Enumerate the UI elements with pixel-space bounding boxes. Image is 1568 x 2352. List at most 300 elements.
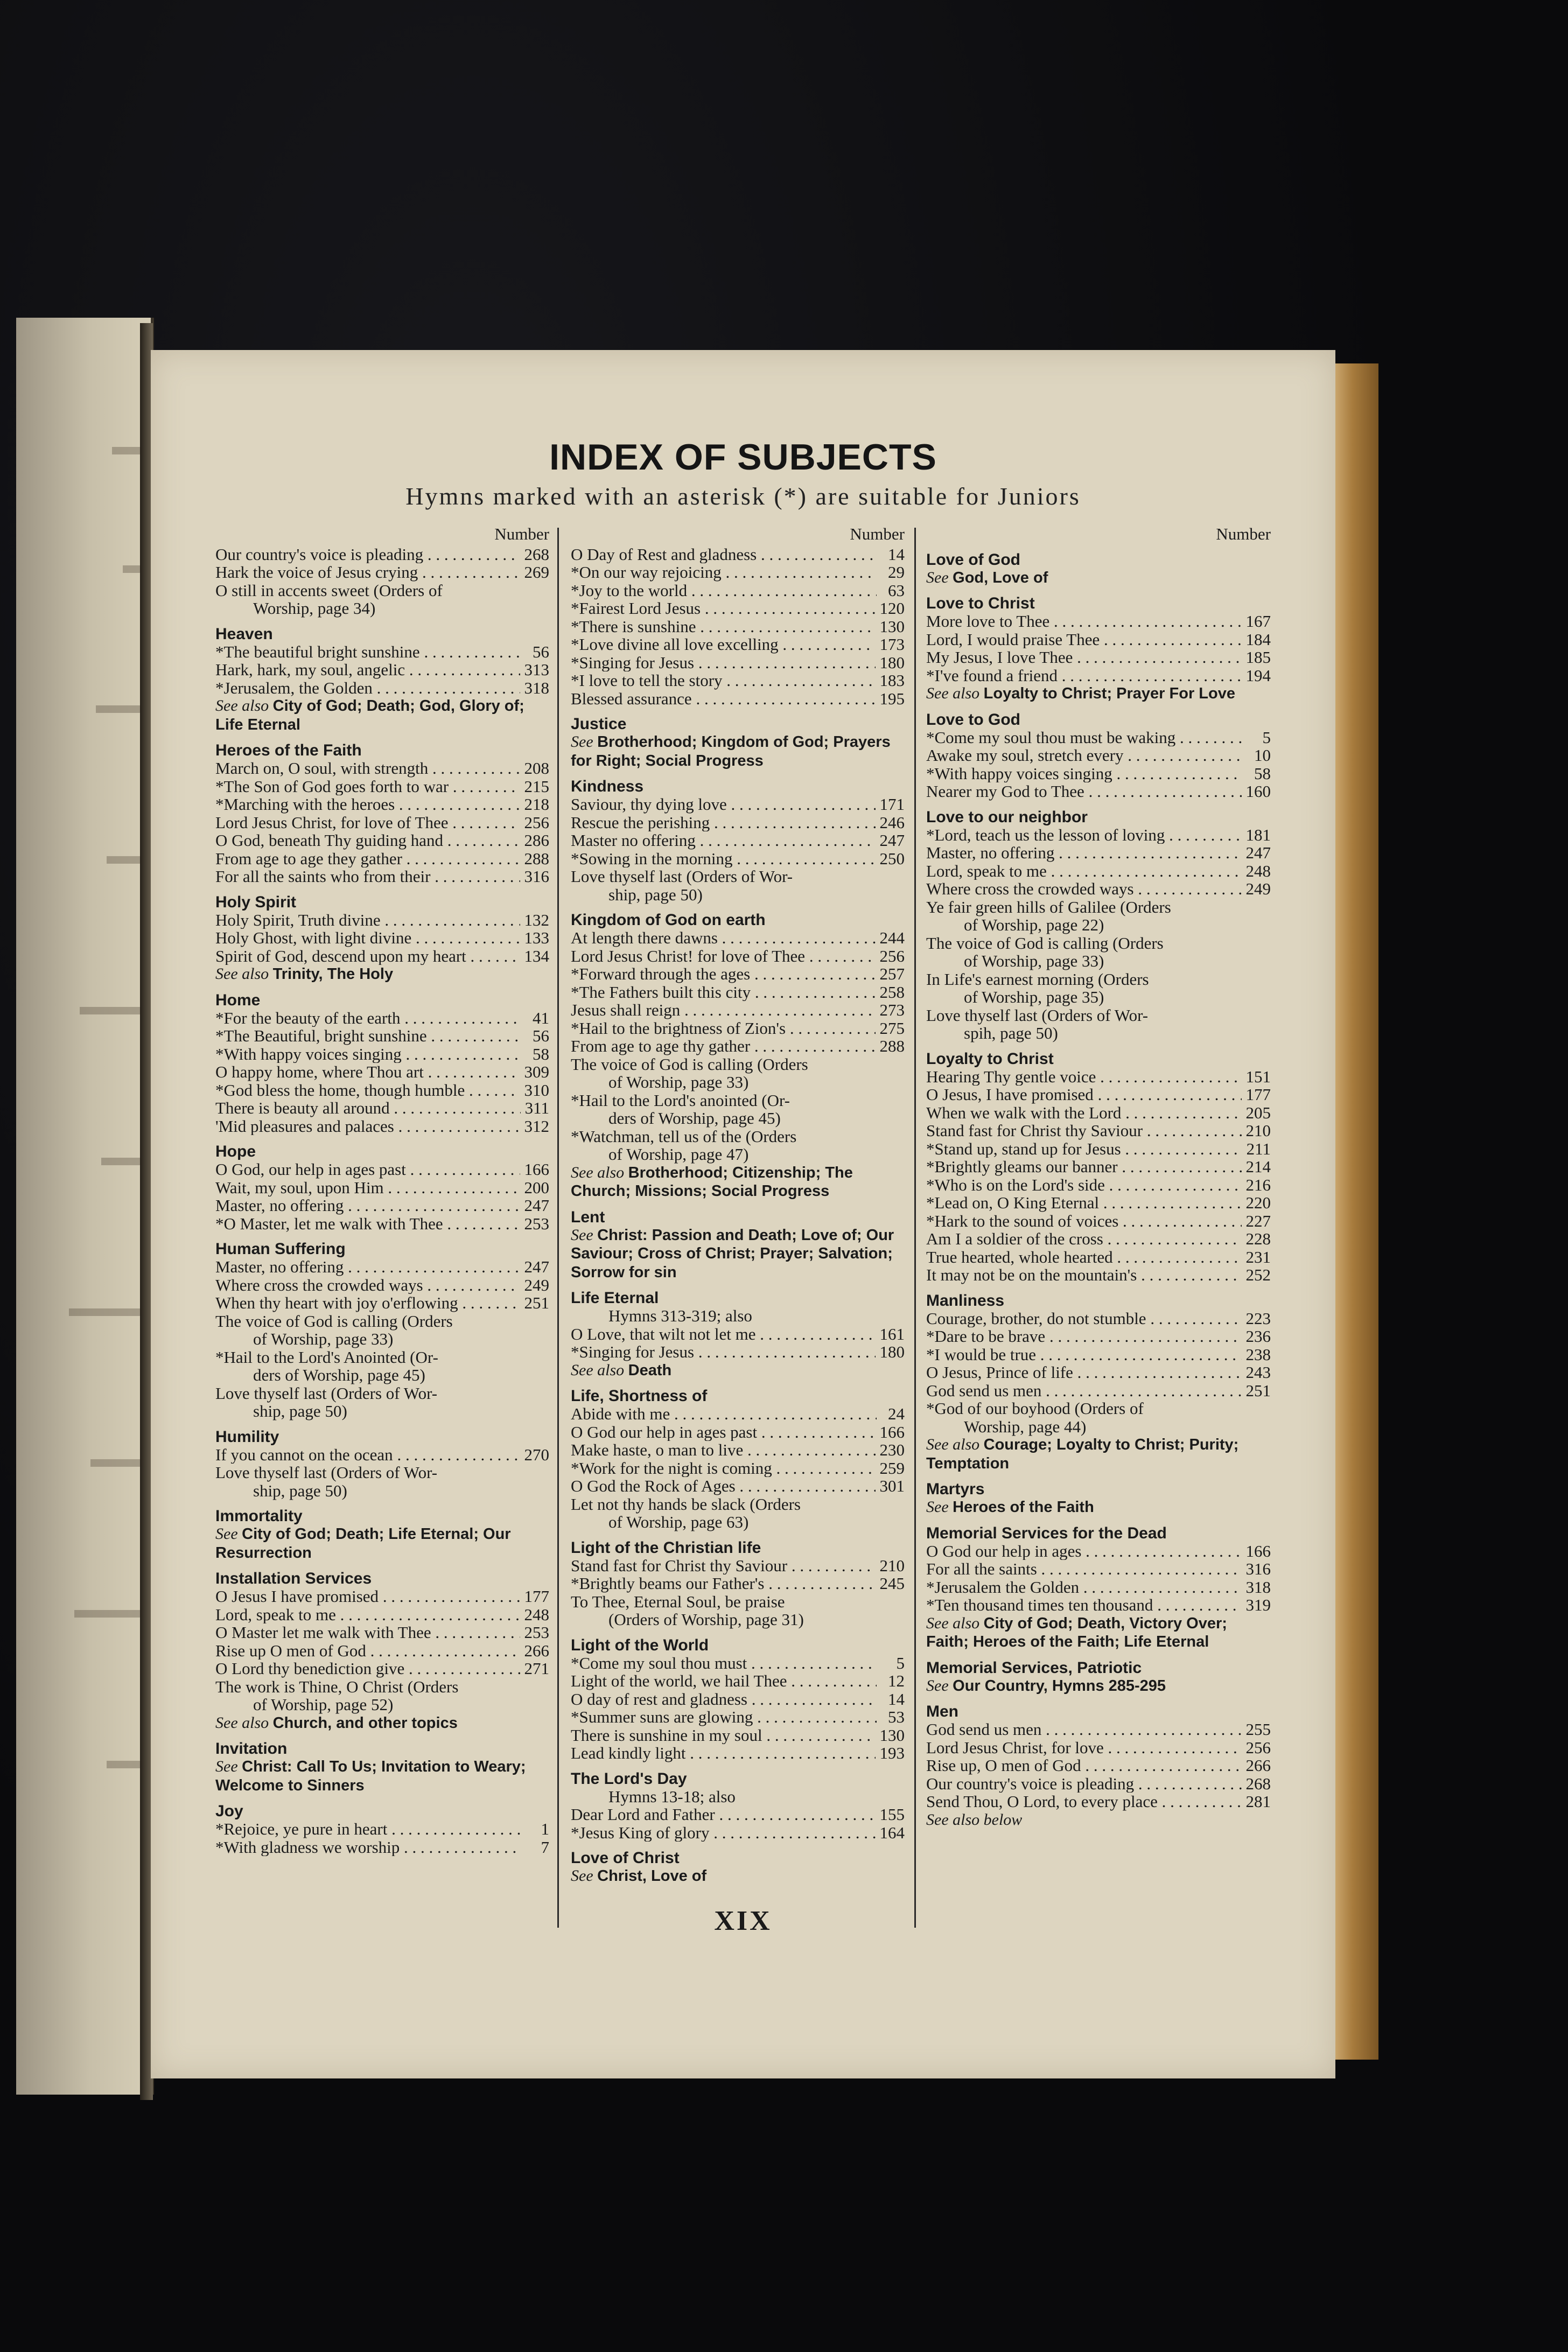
index-entry bbox=[215, 1446, 549, 1464]
entry-title: Lord, I would praise Thee . . . bbox=[926, 631, 1242, 649]
index-heading: Justice bbox=[571, 715, 627, 733]
entry-title: *With gladness we worship . . . bbox=[215, 1838, 521, 1857]
see-label: See bbox=[571, 1226, 593, 1244]
entry-continuation: of Worship, page 52) bbox=[253, 1695, 394, 1714]
entry-title: March on, O soul, with strength . . . bbox=[215, 759, 520, 778]
index-entry bbox=[571, 1690, 905, 1709]
entry-title: Hark, hark, my soul, angelic . . . bbox=[215, 661, 520, 679]
hymn-number: 195 bbox=[879, 689, 905, 708]
see-topics: Christ: Call To Us; Invitation to Weary; Welcome to Sinners bbox=[215, 1758, 526, 1794]
entry-title: Courage, brother, do not stumble . . . bbox=[926, 1310, 1242, 1328]
index-entry bbox=[926, 1363, 1271, 1382]
index-heading: Home bbox=[215, 991, 261, 1009]
index-entry bbox=[926, 1122, 1271, 1140]
entry-title: *Singing for Jesus . . . bbox=[571, 654, 876, 672]
index-entry bbox=[571, 1477, 905, 1495]
hymn-number: 243 bbox=[1245, 1363, 1271, 1382]
index-entry bbox=[215, 1045, 549, 1063]
facing-page bbox=[16, 318, 154, 2095]
index-entry bbox=[571, 1459, 905, 1478]
index-entry bbox=[571, 1325, 905, 1343]
hymn-number: 318 bbox=[1245, 1577, 1271, 1597]
hymn-number: 215 bbox=[524, 776, 549, 796]
index-entry bbox=[926, 1140, 1271, 1158]
hymn-number: 255 bbox=[1245, 1720, 1271, 1739]
index-entry bbox=[926, 844, 1271, 862]
entry-title: O Jesus I have promised . . . bbox=[215, 1587, 520, 1606]
entry-title: Hearing Thy gentle voice . . . bbox=[926, 1068, 1242, 1086]
index-heading: Men bbox=[926, 1703, 958, 1720]
hymn-number: 244 bbox=[879, 928, 905, 947]
entry-title: Dear Lord and Father . . . bbox=[571, 1805, 876, 1824]
entry-continuation: of Worship, page 63) bbox=[608, 1513, 749, 1531]
entry-title: Rise up O men of God . . . bbox=[215, 1642, 520, 1660]
hymn-number: 248 bbox=[524, 1605, 549, 1624]
index-entry bbox=[571, 545, 905, 564]
index-entry bbox=[926, 1212, 1271, 1230]
hymn-number: 214 bbox=[1245, 1157, 1271, 1176]
see-label: See bbox=[926, 568, 949, 586]
index-entry bbox=[215, 1294, 549, 1312]
hymn-number: 230 bbox=[879, 1440, 905, 1459]
index-entry bbox=[215, 929, 549, 947]
index-entry bbox=[571, 618, 905, 636]
entry-title: Stand fast for Christ thy Saviour . . . bbox=[926, 1122, 1242, 1140]
entry-continuation: of Worship, page 33) bbox=[608, 1073, 749, 1091]
page-edges bbox=[1335, 363, 1378, 2060]
index-heading: Martyrs bbox=[926, 1480, 985, 1498]
entry-continuation: ders of Worship, page 45) bbox=[608, 1109, 781, 1128]
hymn-number: 247 bbox=[524, 1257, 549, 1276]
hymn-number: 185 bbox=[1245, 648, 1271, 667]
index-entry bbox=[571, 690, 905, 708]
index-entry bbox=[926, 1266, 1271, 1284]
entry-title: *Brightly gleams our banner . . . bbox=[926, 1158, 1242, 1176]
see-reference bbox=[926, 1811, 1271, 1830]
entry-title: True hearted, whole hearted . . . bbox=[926, 1248, 1242, 1266]
entry-title: O Jesus, I have promised . . . bbox=[926, 1086, 1242, 1104]
see-reference bbox=[926, 1614, 1271, 1651]
index-entry bbox=[215, 1009, 549, 1027]
column-rule bbox=[557, 528, 559, 1928]
entry-title: *Summer suns are glowing . . . bbox=[571, 1708, 877, 1726]
see-label: See also bbox=[926, 1436, 980, 1453]
number-header: Number bbox=[494, 524, 549, 543]
hymn-number: 256 bbox=[879, 946, 905, 965]
index-entry bbox=[926, 1756, 1271, 1775]
see-topics: Heroes of the Faith bbox=[953, 1499, 1094, 1516]
hymn-number: 318 bbox=[524, 678, 549, 697]
index-heading: Heaven bbox=[215, 625, 273, 643]
page-subtitle: Hymns marked with an asterisk (*) are suitable for Juniors bbox=[405, 482, 1081, 510]
hymn-number: 258 bbox=[879, 982, 905, 1002]
index-text: Let not thy hands be slack (Orders bbox=[571, 1494, 801, 1514]
entry-title: O Day of Rest and gladness . . . bbox=[571, 545, 877, 564]
see-reference bbox=[215, 1714, 549, 1733]
entry-title: *Hail to the brightness of Zion's . . . bbox=[571, 1019, 876, 1038]
index-entry bbox=[926, 1739, 1271, 1757]
see-reference bbox=[926, 1677, 1271, 1696]
hymn-number: 164 bbox=[879, 1823, 905, 1842]
index-entry bbox=[571, 1708, 905, 1726]
entry-title: *Sowing in the morning . . . bbox=[571, 850, 876, 868]
entry-title: God send us men . . . bbox=[926, 1382, 1242, 1400]
index-entry bbox=[926, 1560, 1271, 1578]
index-entry bbox=[571, 563, 905, 582]
entry-continuation: ders of Worship, page 45) bbox=[253, 1366, 425, 1384]
index-text: Love thyself last (Orders of Wor- bbox=[215, 1383, 438, 1403]
entry-continuation: ship, page 50) bbox=[608, 885, 703, 904]
entry-title: Master, no offering . . . bbox=[926, 844, 1242, 862]
index-entry bbox=[215, 545, 549, 564]
see-topics: God, Love of bbox=[953, 569, 1048, 586]
index-entry bbox=[215, 1660, 549, 1678]
hymn-number: 253 bbox=[524, 1214, 549, 1233]
see-topics: City of God; Death, Victory Over; Faith; Heroes of the Faith; Life Eternal bbox=[926, 1614, 1227, 1650]
hymn-number: 133 bbox=[524, 928, 549, 947]
entry-title: *Singing for Jesus . . . bbox=[571, 1343, 876, 1361]
hymn-number: 268 bbox=[1245, 1774, 1271, 1793]
entry-title: *Stand up, stand up for Jesus . . . bbox=[926, 1140, 1242, 1158]
entry-title: From age to age thy gather . . . bbox=[571, 1037, 876, 1055]
entry-title: O Jesus, Prince of life . . . bbox=[926, 1363, 1242, 1382]
hymn-number: 183 bbox=[879, 671, 905, 690]
see-topics: Brotherhood; Citizenship; The Church; Missions; Social Progress bbox=[571, 1164, 853, 1200]
entry-continuation: of Worship, page 33) bbox=[964, 951, 1104, 970]
hymn-number: 309 bbox=[524, 1062, 549, 1081]
hymn-number: 14 bbox=[888, 1689, 905, 1709]
index-entry bbox=[926, 862, 1271, 880]
index-entry bbox=[215, 1063, 549, 1081]
hymn-number: 130 bbox=[879, 617, 905, 636]
hymn-number: 120 bbox=[879, 599, 905, 618]
index-text: The work is Thine, O Christ (Orders bbox=[215, 1677, 459, 1696]
see-reference bbox=[215, 1525, 549, 1562]
see-topics: Christ: Passion and Death; Love of; Our Saviour; Cross of Christ; Prayer; Salvation; Sorrow for sin bbox=[571, 1226, 894, 1281]
hymn-number: 193 bbox=[879, 1744, 905, 1762]
hymn-number: 250 bbox=[879, 849, 905, 868]
index-column-3 bbox=[926, 525, 1271, 1829]
index-entry bbox=[571, 1019, 905, 1038]
index-entry bbox=[926, 1327, 1271, 1346]
index-heading: Lent bbox=[571, 1208, 605, 1226]
hymn-number: 256 bbox=[1245, 1738, 1271, 1757]
entry-title: Jesus shall reign . . . bbox=[571, 1001, 876, 1019]
entry-title: *Jesus King of glory . . . bbox=[571, 1824, 876, 1842]
index-column-1 bbox=[215, 525, 549, 1856]
index-entry bbox=[571, 795, 905, 814]
see-topics: City of God; Death; God, Glory of; Life Eternal bbox=[215, 697, 524, 733]
index-entry bbox=[926, 1310, 1271, 1328]
index-heading: Love to God bbox=[926, 710, 1020, 729]
entry-title: Nearer my God to Thee . . . bbox=[926, 782, 1242, 801]
hymn-number: 58 bbox=[533, 1044, 549, 1063]
hymn-number: 24 bbox=[888, 1404, 905, 1423]
hymn-number: 238 bbox=[1245, 1345, 1271, 1364]
entry-title: Light of the world, we hail Thee . . . bbox=[571, 1672, 877, 1690]
hymn-number: 252 bbox=[1245, 1265, 1271, 1284]
index-entry bbox=[571, 1805, 905, 1824]
index-heading: Light of the World bbox=[571, 1636, 709, 1654]
entry-title: O God the Rock of Ages . . . bbox=[571, 1477, 876, 1495]
hymn-number: 134 bbox=[524, 946, 549, 965]
index-entry bbox=[215, 1258, 549, 1276]
hymn-number: 269 bbox=[524, 563, 549, 582]
index-entry bbox=[215, 1642, 549, 1660]
hymn-number: 223 bbox=[1245, 1308, 1271, 1328]
entry-title: Lord Jesus Christ! for love of Thee . . . bbox=[571, 947, 876, 965]
entry-title: *There is sunshine . . . bbox=[571, 618, 876, 636]
entry-title: *Dare to be brave . . . bbox=[926, 1327, 1242, 1346]
index-entry bbox=[571, 831, 905, 850]
entry-title: O Master let me walk with Thee . . . bbox=[215, 1623, 520, 1642]
index-entry bbox=[215, 661, 549, 679]
index-text: *God of our boyhood (Orders of bbox=[926, 1399, 1144, 1418]
entry-title: Our country's voice is pleading . . . bbox=[926, 1775, 1242, 1793]
index-heading: Loyalty to Christ bbox=[926, 1049, 1054, 1068]
entry-title: Awake my soul, stretch every . . . bbox=[926, 746, 1243, 765]
hymn-number: 248 bbox=[1245, 861, 1271, 880]
index-heading: Installation Services bbox=[215, 1570, 372, 1587]
index-text: To Thee, Eternal Soul, be praise bbox=[571, 1592, 785, 1611]
index-text: The voice of God is calling (Orders bbox=[926, 933, 1164, 953]
entry-title: God send us men . . . bbox=[926, 1720, 1242, 1739]
hymn-number: 211 bbox=[1246, 1139, 1271, 1158]
hymn-number: 216 bbox=[1245, 1175, 1271, 1194]
index-entry bbox=[215, 778, 549, 796]
hymn-number: 208 bbox=[524, 759, 549, 778]
index-entry bbox=[215, 1117, 549, 1136]
entry-title: *I love to tell the story . . . bbox=[571, 671, 876, 690]
index-entry bbox=[926, 1578, 1271, 1597]
index-heading: Invitation bbox=[215, 1740, 288, 1758]
index-heading: Memorial Services for the Dead bbox=[926, 1524, 1167, 1542]
index-heading: Love to Christ bbox=[926, 594, 1035, 612]
hymn-number: 313 bbox=[524, 660, 549, 679]
entry-title: O happy home, where Thou art . . . bbox=[215, 1063, 520, 1081]
index-entry bbox=[571, 654, 905, 672]
entry-title: Master no offering . . . bbox=[571, 831, 876, 850]
entry-title: Holy Spirit, Truth divine . . . bbox=[215, 911, 520, 929]
index-entry bbox=[926, 612, 1271, 631]
see-reference bbox=[926, 1498, 1271, 1517]
index-entry bbox=[926, 1542, 1271, 1560]
index-entry bbox=[215, 867, 549, 886]
entry-title: Holy Ghost, with light divine . . . bbox=[215, 929, 520, 947]
hymn-number: 130 bbox=[879, 1725, 905, 1745]
entry-title: *The beautiful bright sunshine . . . bbox=[215, 643, 521, 661]
hymn-number: 247 bbox=[1245, 843, 1271, 862]
hymn-number: 259 bbox=[879, 1458, 905, 1478]
entry-title: Spirit of God, descend upon my heart . . . bbox=[215, 947, 520, 965]
entry-title: *Ten thousand times ten thousand . . . bbox=[926, 1596, 1242, 1614]
index-text: The voice of God is calling (Orders bbox=[215, 1311, 453, 1331]
entry-title: *Lead on, O King Eternal . . . bbox=[926, 1194, 1242, 1212]
hymn-number: 1 bbox=[541, 1819, 549, 1838]
index-heading: Life Eternal bbox=[571, 1289, 659, 1307]
index-entry bbox=[926, 1346, 1271, 1364]
index-text: Love thyself last (Orders of Wor- bbox=[571, 867, 793, 886]
see-label: See bbox=[571, 1867, 593, 1885]
entry-title: Master, no offering . . . bbox=[215, 1196, 520, 1215]
index-text: Love thyself last (Orders of Wor- bbox=[926, 1005, 1149, 1025]
index-entry bbox=[571, 1001, 905, 1019]
index-entry bbox=[571, 1574, 905, 1593]
index-entry bbox=[215, 1099, 549, 1117]
see-topics: Brotherhood; Kingdom of God; Prayers for Right; Social Progress bbox=[571, 733, 891, 769]
hymn-number: 177 bbox=[524, 1587, 549, 1606]
hymn-number: 58 bbox=[1254, 764, 1271, 783]
index-heading: Immortality bbox=[215, 1507, 303, 1525]
entry-title: More love to Thee . . . bbox=[926, 612, 1242, 631]
entry-title: O God our help in ages past . . . bbox=[571, 1423, 876, 1441]
hymn-number: 181 bbox=[1245, 825, 1271, 844]
index-entry bbox=[926, 1720, 1271, 1739]
hymn-number: 161 bbox=[879, 1324, 905, 1343]
hymn-number: 210 bbox=[879, 1556, 905, 1575]
entry-continuation: of Worship, page 47) bbox=[608, 1145, 749, 1164]
index-page bbox=[151, 350, 1335, 2078]
index-entry bbox=[215, 643, 549, 661]
index-entry bbox=[926, 826, 1271, 844]
index-heading: Love of Christ bbox=[571, 1849, 680, 1867]
index-entry bbox=[571, 850, 905, 868]
index-entry bbox=[215, 850, 549, 868]
see-label: See also bbox=[215, 1713, 269, 1732]
hymn-number: 286 bbox=[524, 831, 549, 850]
hymn-number: 218 bbox=[524, 795, 549, 814]
entry-title: *O Master, let me walk with Thee . . . bbox=[215, 1215, 520, 1233]
index-entry bbox=[215, 1838, 549, 1857]
entry-title: *Brightly beams our Father's . . . bbox=[571, 1574, 876, 1593]
see-reference bbox=[571, 733, 905, 770]
entry-title: Rise up, O men of God . . . bbox=[926, 1756, 1242, 1775]
entry-continuation: Hymns 313-319; also bbox=[608, 1306, 752, 1325]
see-reference bbox=[926, 1436, 1271, 1473]
index-entry bbox=[926, 729, 1271, 747]
hymn-number: 236 bbox=[1245, 1327, 1271, 1346]
index-heading: Memorial Services, Patriotic bbox=[926, 1658, 1142, 1677]
entry-title: *Who is on the Lord's side . . . bbox=[926, 1176, 1242, 1194]
entry-title: O Love, that wilt not let me . . . bbox=[571, 1325, 876, 1343]
index-heading: Heroes of the Faith bbox=[215, 741, 362, 759]
see-label: See also bbox=[571, 1163, 625, 1181]
hymn-number: 247 bbox=[879, 831, 905, 850]
entry-title: Lead kindly light . . . bbox=[571, 1744, 876, 1762]
entry-title: *The Fathers built this city . . . bbox=[571, 983, 876, 1002]
hymn-number: 56 bbox=[533, 642, 549, 661]
index-entry bbox=[215, 1196, 549, 1215]
entry-title: O God, our help in ages past . . . bbox=[215, 1160, 520, 1179]
entry-title: From age to age they gather . . . bbox=[215, 850, 520, 868]
hymn-number: 29 bbox=[888, 563, 905, 582]
index-entry bbox=[215, 1587, 549, 1606]
index-entry bbox=[571, 965, 905, 983]
hymn-number: 310 bbox=[524, 1080, 549, 1100]
index-entry bbox=[926, 1194, 1271, 1212]
entry-title: Where cross the crowded ways . . . bbox=[215, 1276, 520, 1294]
hymn-number: 166 bbox=[879, 1422, 905, 1441]
page-number: XIX bbox=[714, 1906, 772, 1936]
see-label: See also bbox=[571, 1361, 625, 1379]
entry-title: When thy heart with joy o'erflowing . . . bbox=[215, 1294, 520, 1312]
entry-title: For all the saints . . . bbox=[926, 1560, 1242, 1578]
hymn-number: 281 bbox=[1245, 1792, 1271, 1811]
index-entry bbox=[215, 1606, 549, 1624]
see-reference bbox=[571, 1226, 905, 1282]
index-entry bbox=[571, 1423, 905, 1441]
hymn-number: 177 bbox=[1245, 1085, 1271, 1104]
entry-continuation: ship, page 50) bbox=[253, 1402, 347, 1420]
index-entry bbox=[571, 1405, 905, 1423]
hymn-number: 167 bbox=[1245, 612, 1271, 631]
index-entry bbox=[571, 1654, 905, 1672]
index-entry bbox=[926, 1158, 1271, 1176]
entry-title: *Lord, teach us the lesson of loving . . . bbox=[926, 826, 1242, 844]
entry-title: *With happy voices singing . . . bbox=[215, 1045, 521, 1063]
see-topics: Christ, Love of bbox=[597, 1867, 707, 1885]
index-entry bbox=[926, 1596, 1271, 1614]
hymn-number: 220 bbox=[1245, 1193, 1271, 1212]
entry-title: For all the saints who from their . . . bbox=[215, 867, 520, 886]
hymn-number: 151 bbox=[1245, 1067, 1271, 1086]
entry-title: *Hark to the sound of voices . . . bbox=[926, 1212, 1242, 1230]
see-topics: Courage; Loyalty to Christ; Purity; Temptation bbox=[926, 1436, 1239, 1472]
index-text: O still in accents sweet (Orders of bbox=[215, 580, 443, 600]
entry-title: *Marching with the heroes . . . bbox=[215, 795, 520, 814]
entry-continuation: Worship, page 34) bbox=[253, 599, 376, 618]
index-entry bbox=[215, 947, 549, 965]
see-label: See also below bbox=[926, 1810, 1023, 1829]
hymn-number: 251 bbox=[1245, 1381, 1271, 1400]
see-reference bbox=[215, 965, 549, 984]
entry-title: *Love divine all love excelling . . . bbox=[571, 635, 876, 654]
index-entry bbox=[926, 1230, 1271, 1248]
index-entry bbox=[926, 1104, 1271, 1122]
hymn-number: 246 bbox=[879, 813, 905, 832]
entry-title: If you cannot on the ocean . . . bbox=[215, 1446, 520, 1464]
index-entry bbox=[571, 635, 905, 654]
index-entry bbox=[215, 563, 549, 582]
index-entry bbox=[571, 1557, 905, 1575]
see-label: See also bbox=[926, 1614, 980, 1632]
entry-title: *Forward through the ages . . . bbox=[571, 965, 876, 983]
hymn-number: 273 bbox=[879, 1000, 905, 1019]
index-heading: The Lord's Day bbox=[571, 1769, 687, 1788]
entry-title: *With happy voices singing . . . bbox=[926, 765, 1243, 783]
hymn-number: 194 bbox=[1245, 666, 1271, 685]
entry-continuation: (Orders of Worship, page 31) bbox=[608, 1610, 804, 1629]
entry-title: *On our way rejoicing . . . bbox=[571, 563, 877, 582]
index-heading: Love of God bbox=[926, 550, 1020, 569]
index-entry bbox=[215, 1027, 549, 1045]
hymn-number: 63 bbox=[888, 580, 905, 600]
entry-title: 'Mid pleasures and palaces . . . bbox=[215, 1117, 520, 1136]
entry-title: There is beauty all around . . . bbox=[215, 1099, 521, 1117]
index-text: *Hail to the Lord's Anointed (Or- bbox=[215, 1347, 438, 1367]
index-text: *Hail to the Lord's anointed (Or- bbox=[571, 1090, 790, 1110]
index-entry bbox=[926, 667, 1271, 685]
index-entry bbox=[215, 911, 549, 929]
index-entry bbox=[926, 1248, 1271, 1266]
index-heading: Humility bbox=[215, 1427, 279, 1446]
entry-title: Make haste, o man to live . . . bbox=[571, 1441, 876, 1459]
entry-continuation: ship, page 50) bbox=[253, 1481, 347, 1500]
entry-title: *Rejoice, ye pure in heart . . . bbox=[215, 1820, 521, 1838]
hymn-number: 256 bbox=[524, 813, 549, 832]
entry-title: *God bless the home, though humble . . . bbox=[215, 1081, 520, 1100]
hymn-number: 171 bbox=[879, 795, 905, 814]
